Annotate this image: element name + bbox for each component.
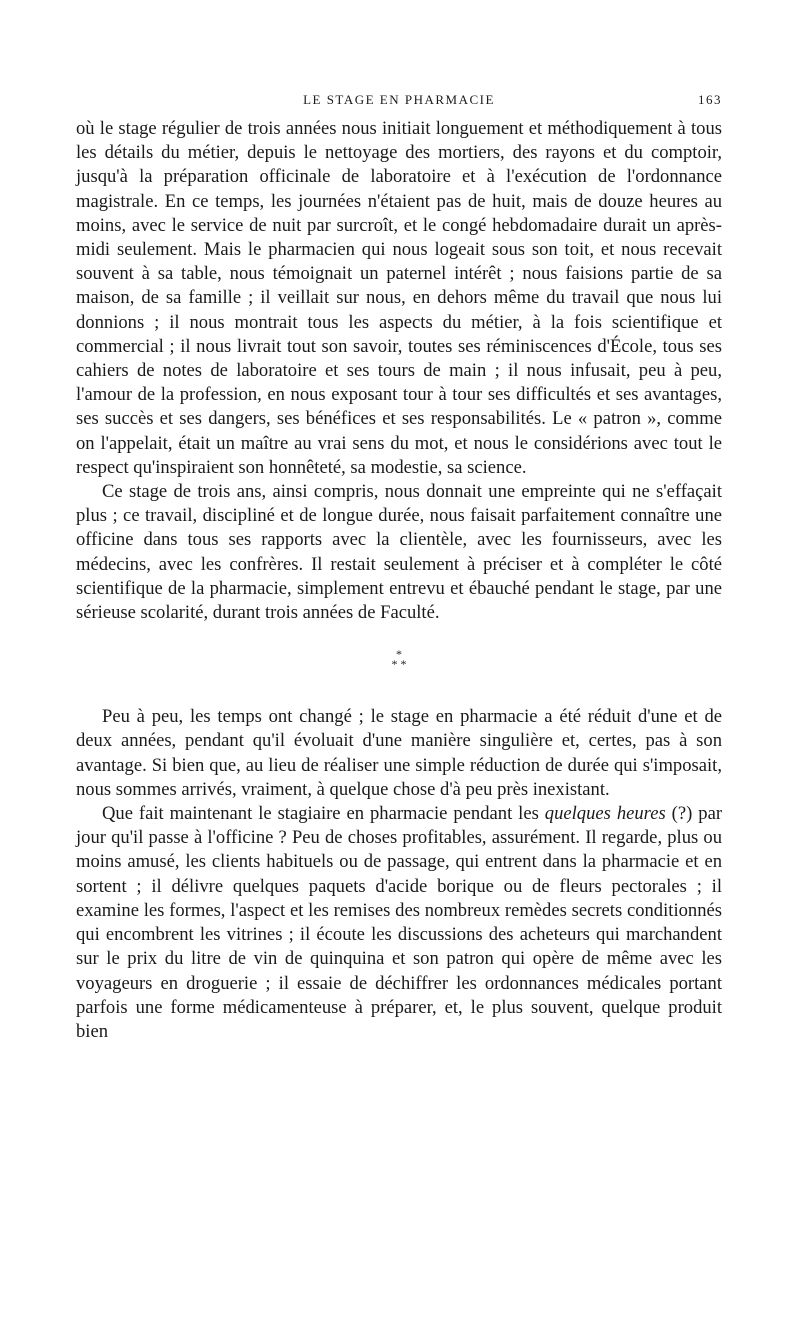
paragraph-3: Peu à peu, les temps ont changé ; le stage en pharmacie a été réduit d'une et de deux années, pendant qu'il évoluait d'une manière singulière et, certes, pas à son avantage. Si bien que, au lieu de réaliser une simple réduction de durée qui s'imposait, nous sommes arrivés, vraiment, à quelque chose d'à peu près inexistant. [76,706,722,800]
asterism [391,647,407,672]
section-separator [76,625,722,705]
paragraph-4 [76,802,722,1044]
running-title: LE STAGE EN PHARMACIE [303,92,495,107]
paragraph-4-start: Que fait maintenant le stagiaire en pharmacie pendant les [102,803,545,825]
asterism-bottom: * * [391,657,407,672]
book-page [76,92,722,1044]
body-text [76,117,722,1044]
asterism-top: * [396,647,402,662]
paragraph-2: Ce stage de trois ans, ainsi compris, nous donnait une empreinte qui ne s'effaçait plus ; ce travail, discipliné et de longue durée, nous faisait parfaitement connaître une officine dans tous ses rapports avec la clientèle, avec les fournisseurs, avec les médecins, avec les confrères. Il restait seulement à préciser et à compléter le côté scientifique de la pharmacie, simplement entrevu et ébauché pendant le stage, par une sérieuse scolarité, durant trois années de Faculté. [76,481,722,624]
paragraph-1: où le stage régulier de trois années nous initiait longuement et méthodiquement à tous les détails du métier, depuis le nettoyage des mortiers, des rayons et du comptoir, jusqu'à la préparation officinale de laboratoire et à l'exécution de l'ordonnance magistrale. En ce temps, les journées n'étaient pas de huit, mais de douze heures au moins, avec le service de nuit par surcroît, et le congé hebdomadaire durait un après-midi seulement. Mais le pharmacien qui nous logeait sous son toit, et nous recevait souvent à sa table, nous témoignait un paternel intérêt ; nous faisions partie de sa maison, de sa famille ; il veillait sur nous, en dehors même du travail que nous lui donnions ; il nous montrait tous les aspects du métier, à la fois scientifique et commercial ; il nous livrait tout son savoir, toutes ses réminiscences d'École, tous ses cahiers de notes de laboratoire et ses tours de main ; il nous infusait, peu à peu, l'amour de la profession, en nous exposant tour à tour ses difficultés et ses avantages, ses succès et ses dangers, ses bénéfices et ses responsabilités. Le « patron », comme on l'appelait, était un maître au vrai sens du mot, et nous le considérions avec tout le respect qu'inspiraient son honnêteté, sa modestie, sa science. [76,118,722,478]
paragraph-4-italic: quelques heures [544,803,666,825]
running-header [76,92,722,114]
page-number: 163 [698,92,722,107]
paragraph-4-end: (?) par jour qu'il passe à l'officine ? Peu de choses profitables, assurément. Il regarde, plus ou moins amusé, les clients habituels ou de passage, qui entrent dans la pharmacie et en sortent ; il délivre quelques paquets d'acide borique ou de fleurs pectorales ; il examine les formes, l'aspect et les remises des nombreux remèdes secrets conditionnés qui encombrent les vitrines ; il écoute les discussions des acheteurs qui marchandent sur le prix du litre de vin de quinquina et son patron qui opère de même avec les voyageurs en droguerie ; il essaie de déchiffrer les ordonnances médicales portant parfois une forme médicamenteuse à préparer, et, le plus souvent, quelque produit bien [76,803,723,1042]
